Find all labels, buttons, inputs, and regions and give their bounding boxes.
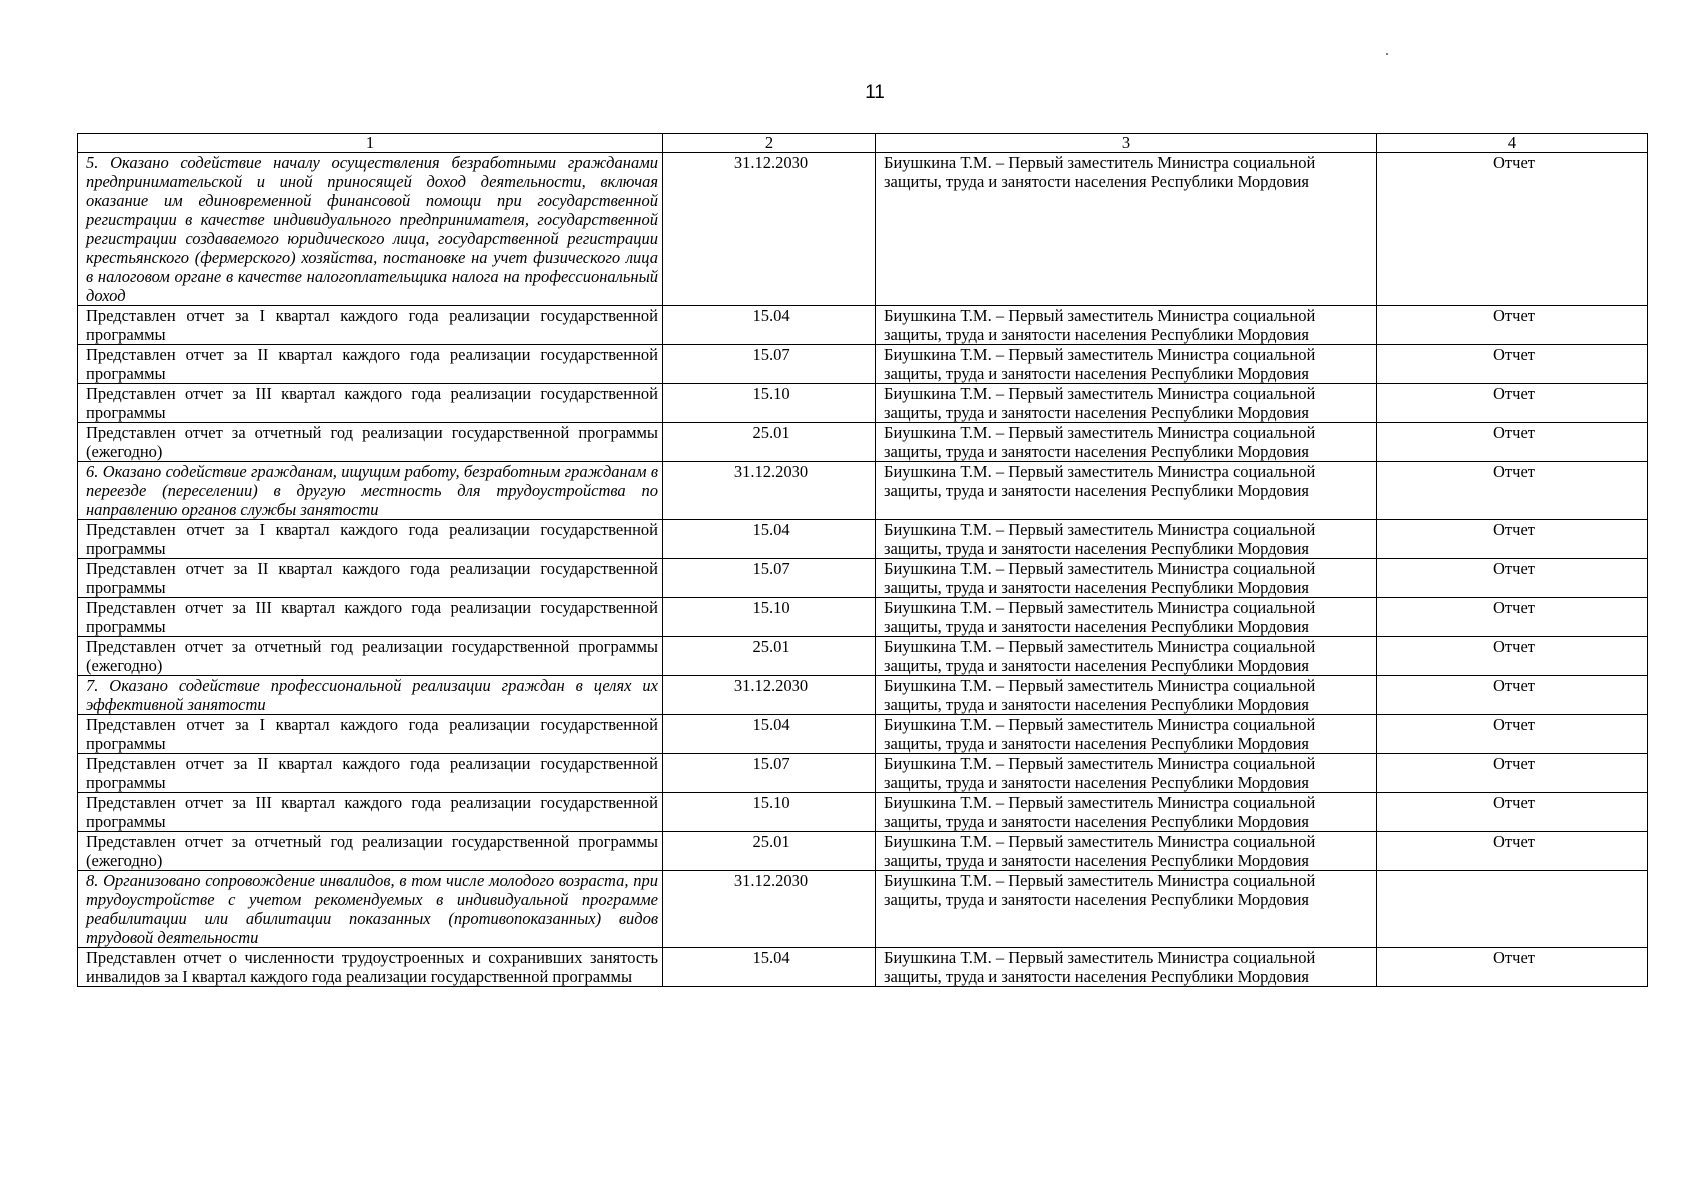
implementation-plan-table [77, 133, 1648, 987]
responsible-cell: Биушкина Т.М. – Первый заместитель Министра социальной защиты, труда и занятости населения Республики Мордовия [876, 462, 1377, 520]
deadline-cell: 31.12.2030 [663, 462, 876, 520]
responsible-cell: Биушкина Т.М. – Первый заместитель Министра социальной защиты, труда и занятости населения Республики Мордовия [876, 832, 1377, 871]
result-cell: Отчет [1377, 423, 1648, 462]
responsible-cell: Биушкина Т.М. – Первый заместитель Министра социальной защиты, труда и занятости населения Республики Мордовия [876, 715, 1377, 754]
report-row [78, 306, 1648, 345]
report-row [78, 559, 1648, 598]
description-cell: 8. Организовано сопровождение инвалидов, в том числе молодого возраста, при трудоустройстве с учетом рекомендуемых в индивидуальной программе реабилитации или абилитации показанных (противопоказанных) видов трудовой деятельности [78, 871, 663, 948]
description-cell: Представлен отчет за отчетный год реализации государственной программы (ежегодно) [78, 832, 663, 871]
deadline-cell: 15.10 [663, 793, 876, 832]
deadline-cell: 15.10 [663, 384, 876, 423]
event-row [78, 462, 1648, 520]
deadline-cell: 15.04 [663, 520, 876, 559]
description-cell: Представлен отчет за I квартал каждого года реализации государственной программы [78, 306, 663, 345]
event-row [78, 871, 1648, 948]
description-cell: Представлен отчет за II квартал каждого года реализации государственной программы [78, 559, 663, 598]
event-row [78, 153, 1648, 306]
responsible-cell: Биушкина Т.М. – Первый заместитель Министра социальной защиты, труда и занятости населения Республики Мордовия [876, 306, 1377, 345]
description-cell: Представлен отчет за II квартал каждого года реализации государственной программы [78, 345, 663, 384]
deadline-cell: 25.01 [663, 637, 876, 676]
deadline-cell: 15.07 [663, 559, 876, 598]
report-row [78, 598, 1648, 637]
description-cell: Представлен отчет за III квартал каждого года реализации государственной программы [78, 793, 663, 832]
report-row [78, 832, 1648, 871]
deadline-cell: 15.04 [663, 306, 876, 345]
description-cell: Представлен отчет за II квартал каждого года реализации государственной программы [78, 754, 663, 793]
result-cell: Отчет [1377, 462, 1648, 520]
report-row [78, 715, 1648, 754]
description-cell: Представлен отчет за I квартал каждого года реализации государственной программы [78, 715, 663, 754]
responsible-cell: Биушкина Т.М. – Первый заместитель Министра социальной защиты, труда и занятости населения Республики Мордовия [876, 384, 1377, 423]
result-cell: Отчет [1377, 306, 1648, 345]
report-row [78, 948, 1648, 987]
table-body [78, 153, 1648, 987]
report-row [78, 423, 1648, 462]
result-cell: Отчет [1377, 793, 1648, 832]
scan-speck [1386, 53, 1388, 55]
deadline-cell: 31.12.2030 [663, 676, 876, 715]
responsible-cell: Биушкина Т.М. – Первый заместитель Министра социальной защиты, труда и занятости населения Республики Мордовия [876, 153, 1377, 306]
description-cell: 7. Оказано содействие профессиональной реализации граждан в целях их эффективной занятости [78, 676, 663, 715]
result-cell: Отчет [1377, 384, 1648, 423]
responsible-cell: Биушкина Т.М. – Первый заместитель Министра социальной защиты, труда и занятости населения Республики Мордовия [876, 676, 1377, 715]
deadline-cell: 25.01 [663, 832, 876, 871]
report-row [78, 754, 1648, 793]
description-cell: Представлен отчет за I квартал каждого года реализации государственной программы [78, 520, 663, 559]
result-cell: Отчет [1377, 948, 1648, 987]
deadline-cell: 31.12.2030 [663, 153, 876, 306]
result-cell [1377, 871, 1648, 948]
deadline-cell: 15.10 [663, 598, 876, 637]
responsible-cell: Биушкина Т.М. – Первый заместитель Министра социальной защиты, труда и занятости населения Республики Мордовия [876, 637, 1377, 676]
responsible-cell: Биушкина Т.М. – Первый заместитель Министра социальной защиты, труда и занятости населения Республики Мордовия [876, 754, 1377, 793]
header-row [78, 134, 1648, 153]
report-row [78, 384, 1648, 423]
result-cell: Отчет [1377, 715, 1648, 754]
result-cell: Отчет [1377, 559, 1648, 598]
responsible-cell: Биушкина Т.М. – Первый заместитель Министра социальной защиты, труда и занятости населения Республики Мордовия [876, 520, 1377, 559]
page-number: 11 [865, 82, 885, 103]
deadline-cell: 15.04 [663, 715, 876, 754]
description-cell: 5. Оказано содействие началу осуществления безработными гражданами предпринимательской и иной приносящей доход деятельности, включая оказание им единовременной финансовой помощи при государственной регистрации в качестве индивидуального предпринимателя, государственной регистрации создаваемого юридического лица, государственной регистрации крестьянского (фермерского) хозяйства, постановке на учет физического лица в налоговом органе в качестве налогоплательщика налога на профессиональный доход [78, 153, 663, 306]
result-cell: Отчет [1377, 676, 1648, 715]
result-cell: Отчет [1377, 832, 1648, 871]
responsible-cell: Биушкина Т.М. – Первый заместитель Министра социальной защиты, труда и занятости населения Республики Мордовия [876, 793, 1377, 832]
result-cell: Отчет [1377, 520, 1648, 559]
result-cell: Отчет [1377, 345, 1648, 384]
deadline-cell: 31.12.2030 [663, 871, 876, 948]
responsible-cell: Биушкина Т.М. – Первый заместитель Министра социальной защиты, труда и занятости населения Республики Мордовия [876, 559, 1377, 598]
responsible-cell: Биушкина Т.М. – Первый заместитель Министра социальной защиты, труда и занятости населения Республики Мордовия [876, 423, 1377, 462]
description-cell: 6. Оказано содействие гражданам, ищущим работу, безработным гражданам в переезде (переселении) в другую местность для трудоустройства по направлению органов службы занятости [78, 462, 663, 520]
report-row [78, 345, 1648, 384]
result-cell: Отчет [1377, 637, 1648, 676]
report-row [78, 637, 1648, 676]
responsible-cell: Биушкина Т.М. – Первый заместитель Министра социальной защиты, труда и занятости населения Республики Мордовия [876, 345, 1377, 384]
deadline-cell: 15.07 [663, 754, 876, 793]
description-cell: Представлен отчет за отчетный год реализации государственной программы (ежегодно) [78, 637, 663, 676]
result-cell: Отчет [1377, 153, 1648, 306]
responsible-cell: Биушкина Т.М. – Первый заместитель Министра социальной защиты, труда и занятости населения Республики Мордовия [876, 598, 1377, 637]
column-header-3: 3 [876, 134, 1377, 153]
deadline-cell: 15.04 [663, 948, 876, 987]
result-cell: Отчет [1377, 754, 1648, 793]
column-header-4: 4 [1377, 134, 1648, 153]
deadline-cell: 25.01 [663, 423, 876, 462]
responsible-cell: Биушкина Т.М. – Первый заместитель Министра социальной защиты, труда и занятости населения Республики Мордовия [876, 948, 1377, 987]
result-cell: Отчет [1377, 598, 1648, 637]
report-row [78, 793, 1648, 832]
column-header-2: 2 [663, 134, 876, 153]
report-row [78, 520, 1648, 559]
description-cell: Представлен отчет за отчетный год реализации государственной программы (ежегодно) [78, 423, 663, 462]
event-row [78, 676, 1648, 715]
responsible-cell: Биушкина Т.М. – Первый заместитель Министра социальной защиты, труда и занятости населения Республики Мордовия [876, 871, 1377, 948]
column-header-1: 1 [78, 134, 663, 153]
description-cell: Представлен отчет за III квартал каждого года реализации государственной программы [78, 598, 663, 637]
description-cell: Представлен отчет о численности трудоустроенных и сохранивших занятость инвалидов за I квартал каждого года реализации государственной программы [78, 948, 663, 987]
description-cell: Представлен отчет за III квартал каждого года реализации государственной программы [78, 384, 663, 423]
deadline-cell: 15.07 [663, 345, 876, 384]
